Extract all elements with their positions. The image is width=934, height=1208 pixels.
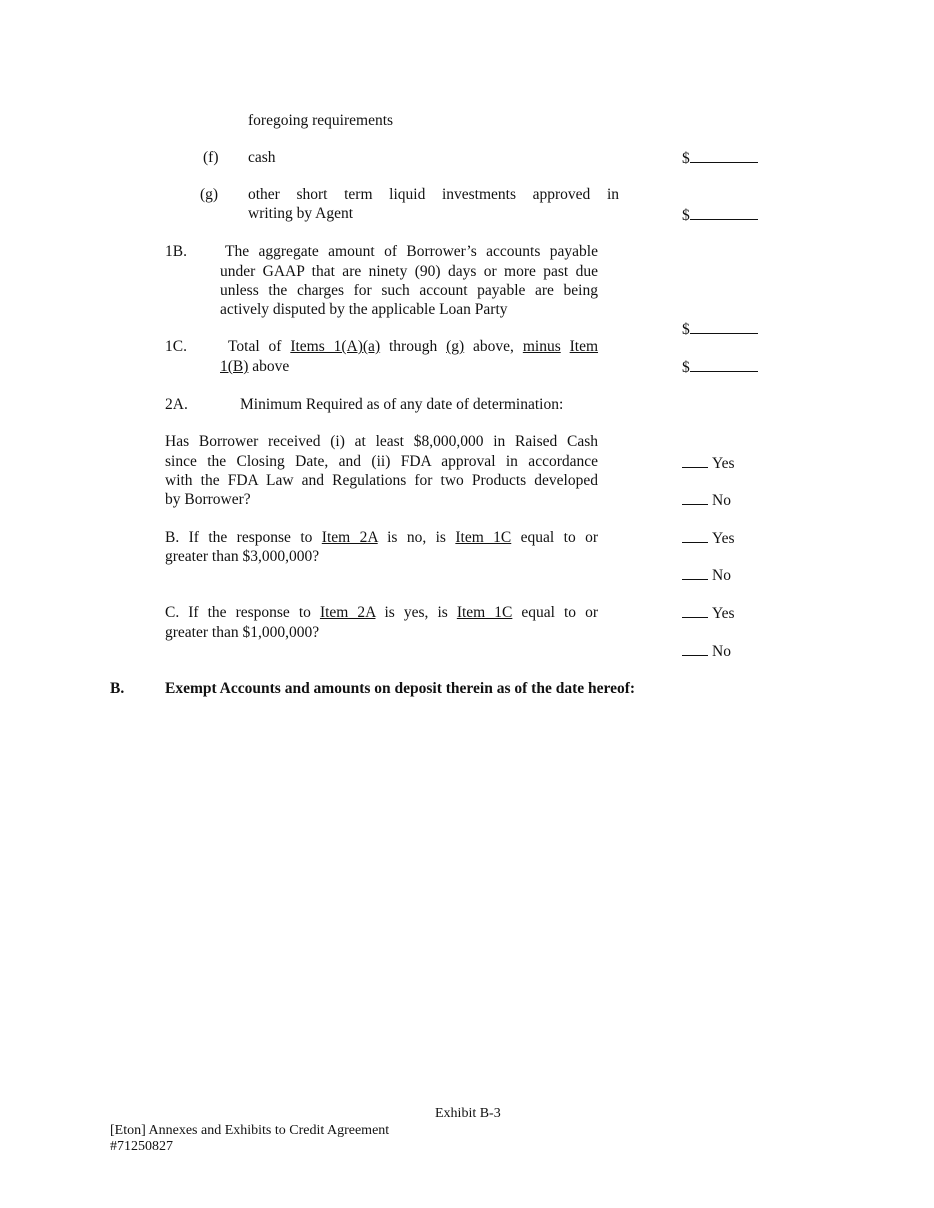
item-1b-line: The aggregate amount of Borrower’s accounts payable bbox=[225, 243, 598, 260]
currency-sign: $ bbox=[682, 359, 690, 376]
currency-sign: $ bbox=[682, 207, 690, 224]
currency-sign: $ bbox=[682, 150, 690, 167]
item-g-line: other short term liquid investments approved in bbox=[248, 186, 619, 203]
item-1b-line: actively disputed by the applicable Loan Party bbox=[220, 301, 508, 318]
question-2-yes[interactable]: Yes bbox=[682, 528, 735, 548]
question-2-line: B. If the response to Item 2A is no, is Item 1C equal to or bbox=[165, 529, 599, 546]
item-g-line: writing by Agent bbox=[248, 205, 354, 222]
item-1c-amount-field[interactable] bbox=[682, 357, 758, 377]
item-1b-line: under GAAP that are ninety (90) days or more past due bbox=[220, 263, 598, 280]
exhibit-label: Exhibit B-3 bbox=[435, 1106, 501, 1121]
section-b-heading: Exempt Accounts and amounts on deposit therein as of the date hereof: bbox=[165, 680, 636, 697]
question-1-no[interactable]: No bbox=[682, 490, 731, 510]
item-f-text: cash bbox=[248, 149, 276, 166]
question-1-line: by Borrower? bbox=[165, 491, 251, 508]
item-1c-line: Total of Items 1(A)(a) through (g) above, minus Item bbox=[228, 338, 599, 355]
question-2-line: greater than $3,000,000? bbox=[165, 548, 320, 565]
footer-doc-number: #71250827 bbox=[110, 1139, 173, 1154]
question-1-line: Has Borrower received (i) at least $8,000,000 in Raised Cash bbox=[165, 433, 598, 450]
item-2a-label: 2A. bbox=[165, 396, 188, 413]
item-1c-label: 1C. bbox=[165, 338, 187, 355]
item-1c-line: 1(B) above bbox=[220, 358, 290, 375]
item-1b-amount-field[interactable] bbox=[682, 319, 758, 339]
question-2-no[interactable]: No bbox=[682, 565, 731, 585]
item-f-amount-field[interactable] bbox=[682, 148, 758, 168]
item-1b-line: unless the charges for such account payable are being bbox=[220, 282, 598, 299]
item-f-label: (f) bbox=[203, 149, 219, 166]
question-3-yes[interactable]: Yes bbox=[682, 603, 735, 623]
question-1-line: with the FDA Law and Regulations for two Products developed bbox=[165, 472, 598, 489]
question-1-line: since the Closing Date, and (ii) FDA approval in accordance bbox=[165, 453, 598, 470]
foregoing-text: foregoing requirements bbox=[248, 112, 394, 129]
footer-title: [Eton] Annexes and Exhibits to Credit Agreement bbox=[110, 1123, 390, 1138]
question-3-line: greater than $1,000,000? bbox=[165, 624, 320, 641]
section-b-label: B. bbox=[110, 680, 125, 697]
item-g-amount-field[interactable] bbox=[682, 205, 758, 225]
question-3-line: C. If the response to Item 2A is yes, is Item 1C equal to or bbox=[165, 604, 598, 621]
item-1b-label: 1B. bbox=[165, 243, 187, 260]
item-2a-text: Minimum Required as of any date of determination: bbox=[240, 396, 564, 413]
item-g-label: (g) bbox=[200, 186, 219, 203]
currency-sign: $ bbox=[682, 321, 690, 338]
question-3-no[interactable]: No bbox=[682, 641, 731, 661]
question-1-yes[interactable]: Yes bbox=[682, 453, 735, 473]
